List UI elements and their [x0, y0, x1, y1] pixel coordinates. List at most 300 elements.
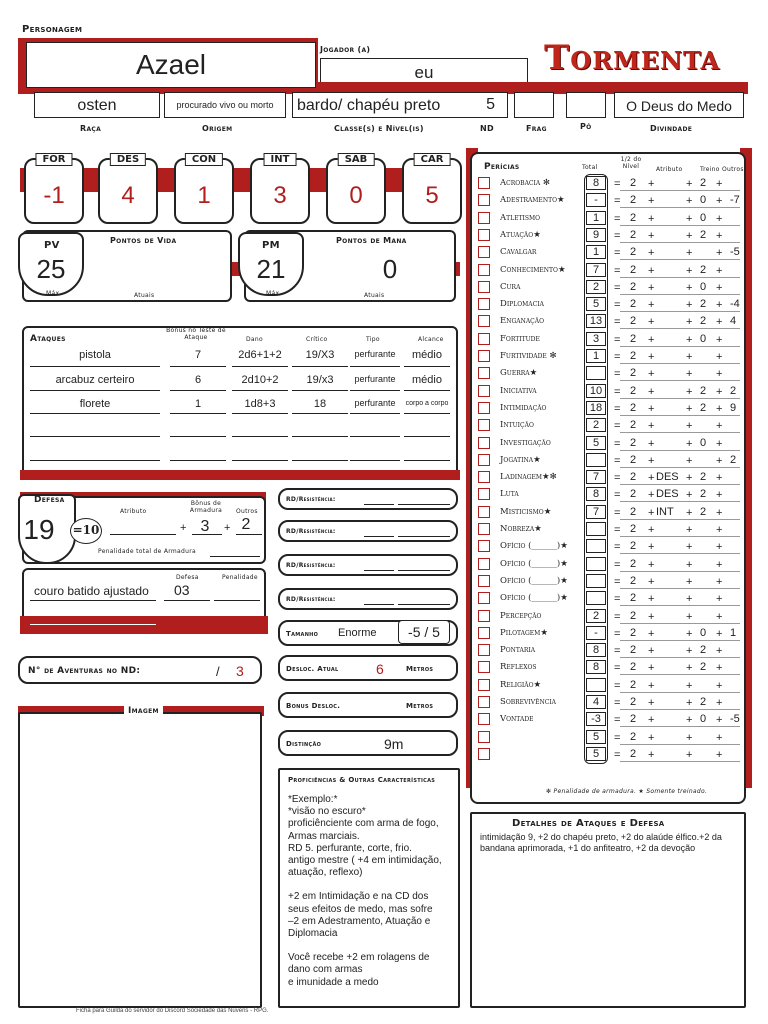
- skill-underline: [620, 311, 740, 312]
- plus-sign: +: [716, 264, 723, 277]
- attribute-sab[interactable]: SAB 0: [326, 158, 386, 224]
- plus-sign: +: [686, 178, 693, 190]
- skill-name: Guerra★: [500, 368, 538, 379]
- skill-total: [586, 539, 606, 553]
- plus-sign: +: [716, 368, 723, 381]
- skill-half-level: 2: [630, 523, 637, 535]
- skill-total: 5: [586, 747, 606, 761]
- skill-half-level: 2: [630, 730, 637, 743]
- skill-trained-checkbox[interactable]: [478, 627, 490, 639]
- plus-sign: +: [686, 679, 693, 692]
- plus-sign: +: [648, 714, 655, 727]
- equals-sign: =: [614, 368, 621, 381]
- skill-total: [586, 366, 606, 380]
- skill-total: -: [586, 626, 606, 640]
- skill-half-level: 2: [630, 626, 637, 639]
- skill-total: -: [586, 193, 606, 207]
- character-sheet: Personagem Azael Jogador (a) eu Tormenta osten procurado vivo ou morto bardo/ chapéu preto 5 O Deus do Medo Raça Origem Classe(s) e Nível(is) ND Frag Pó Divindade FOR -1 DES 4 CON 1 INT 3 SAB 0 CAR 5 PV 25 Máx. Pontos de Vida Atuais PM 21 Máx. Pontos de Mana 0 Atuais Ataques Bônus no Teste de Ataque Dano Crítico Tipo Alcance pistola 7 2d6+1+2 19/X3 perfurante médio arcabuz certeiro 6 2d10+2 19/x3 perfurante médio florete 1 1d8+3 18 perfurante corpo a corpo Defesa 19 =10 Atributo Bônus de Armadura Outros + 3 + 2 Penalidade total de Armadura couro batido ajustado Defesa Penalidade 03 RD/Resistência: RD/Resistência: RD/Resistência: RD/Resistência: Tamanho Enorme -5 / 5 N° de Aventuras no ND: / 3 Desloc. Atual 6 Metros Bonus Desloc. Metros Distinção 9m Imagem Proficiências & Outras Características *Exemplo:* *visão no escuro* proficiênciente com arma de fogo, Armas marciais. RD 5. perfurante, corte, frio. antigo mestre ( +4 em intimidação, atuação, reflexo) +2 em Intimidação e na CD dos seus efeitos de medo, mas sofre –2 em Adestramento, Atuação e Diplomacia Você recebe +2 em rolagens de dano com armas e imunidade a medo Perícias Total 1/2 do Nível Atributo Treino Outros Acrobacia ✻ 8 = 2 + + 2 + Adestramento★ - = 2 + + 0 + -7 Atletismo 1 = 2 + + 0 + Atuação★ 9 = 2 + + 2 + Cavalgar 1 = 2 + + + -5 Conhecimento★ 7 = 2 + + 2 + Cura 2 = 2 + + 0 + Diplomacia 5 = 2 + + 2 + -4 Enganação 13 = 2 + + 2 + 4 Fortitude 3 = 2 + + 0 + Furtividade ✻ 1 = 2 + + + Guerra★ = 2 + + + Iniciativa 10 = 2 + + 2 + 2 Intimidação 18 = 2 + + 2 + 9 Intuição 2 = 2 + + + Investigação 5 = 2 + + 0 + Jogatina★ = 2 + + + 2 Ladinagem★✻ 7 = 2 + DES + 2 + Luta 8 = 2 + DES + 2 + Misticismo★ 7 = 2 + INT + 2 + Nobreza★ = 2 + + + Ofício (______)★ = 2 + + + Ofício (______)★ = 2 + + + Ofício (______)★ = 2 + + + Ofício (______)★ = 2 + + + Percepção 2 = 2 + + + Pilotagem★ - = 2 + + 0 + 1 Pontaria 8 = 2 + + 2 + Reflexos 8 = 2 + + 2 + Religião★ = 2 + + + Sobrevivência 4 = 2 + + 2 + Vontade -3 = 2 + + 0 + -5 5 = 2 + + + 5 = 2 + + + ✻ Penalidade de armadura. ★ Somente treinado. Detalhes de Ataques e Defesa intimidação 9, +2 do chapéu preto, +2 do alaúde élfico.+2 da bandana aprimorada, +1 do anfiteatro, +2 da devoção Ficha para Guilda do servidor do Discord Sociedade das Nuvens - RPG.: [0, 0, 768, 1024]
- pm-shield[interactable]: PM 21 Máx.: [238, 232, 304, 296]
- attribute-car[interactable]: CAR 5: [402, 158, 462, 224]
- plus-sign: +: [716, 229, 723, 242]
- skill-total: 1: [586, 211, 606, 225]
- plus-sign: +: [648, 558, 655, 571]
- plus-sign: +: [686, 264, 693, 277]
- size-value: Enorme: [338, 627, 377, 639]
- distinction-field[interactable]: Distinção 9m: [278, 730, 458, 756]
- equals-sign: =: [614, 351, 621, 363]
- skill-half-level: 2: [630, 298, 637, 311]
- skill-trained-checkbox[interactable]: [478, 506, 490, 518]
- skill-total: 7: [586, 470, 606, 484]
- resistance-field[interactable]: RD/Resistência:: [278, 520, 458, 542]
- equals-sign: =: [614, 524, 621, 536]
- equals-sign: =: [614, 541, 621, 554]
- skill-total: 10: [586, 384, 606, 398]
- skill-trained-checkbox[interactable]: [478, 212, 490, 224]
- plus-sign: +: [686, 316, 693, 329]
- skill-training: 2: [700, 644, 707, 657]
- proficiency-line: +2 em Intimidação e na CD dos: [288, 891, 429, 903]
- plus-sign: +: [648, 333, 655, 346]
- plus-sign: +: [648, 420, 655, 433]
- jogador-label: Jogador (a): [320, 45, 371, 54]
- plus-sign: +: [686, 402, 693, 415]
- attribute-for[interactable]: FOR -1: [24, 158, 84, 224]
- skill-training: 2: [700, 177, 707, 189]
- skill-half-level: 2: [630, 280, 637, 293]
- skill-trained-checkbox[interactable]: [478, 610, 490, 622]
- origin-field[interactable]: [164, 92, 286, 118]
- skill-name: Ladinagem★✻: [500, 472, 557, 483]
- attribute-int[interactable]: INT 3: [250, 158, 310, 224]
- skill-total: [586, 574, 606, 588]
- frag-field[interactable]: [514, 92, 554, 118]
- skill-half-level: 2: [630, 557, 637, 570]
- proficiencies-panel[interactable]: Proficiências & Outras Características *Exemplo:* *visão no escuro* proficiênciente com arma de fogo, Armas marciais. RD 5. perfurante, corte, frio. antigo mestre ( +4 em intimidação, atuação, reflexo) +2 em Intimidação e na CD dos seus efeitos de medo, mas sofre –2 em Adestramento, Atuação e Diplomacia Você recebe +2 em rolagens de dano com armas e imunidade a medo: [278, 768, 460, 1008]
- skill-trained-checkbox[interactable]: [478, 488, 490, 500]
- nd-label: ND: [480, 124, 494, 133]
- skill-training: 0: [700, 280, 707, 293]
- skill-others: -5: [730, 713, 740, 726]
- skill-name: Sobrevivência: [500, 697, 557, 707]
- skill-total: -3: [586, 712, 606, 726]
- skill-total: [586, 591, 606, 605]
- plus-sign: +: [686, 212, 693, 225]
- skill-trained-checkbox[interactable]: [478, 281, 490, 293]
- skill-total: 7: [586, 263, 606, 277]
- skill-underline: [620, 692, 740, 693]
- origin-label: Origem: [202, 124, 233, 133]
- armor-name[interactable]: couro batido ajustado: [34, 584, 149, 598]
- plus-sign: +: [716, 212, 723, 225]
- skill-trained-checkbox[interactable]: [478, 661, 490, 673]
- skill-name: Reflexos: [500, 662, 537, 673]
- skill-underline: [620, 363, 740, 364]
- plus-sign: +: [716, 731, 723, 744]
- skill-underline: [620, 571, 740, 572]
- skill-name: Ofício (______)★: [500, 558, 568, 569]
- skill-underline: [620, 657, 740, 658]
- skill-others: -7: [730, 194, 740, 207]
- proficiency-line: e imunidade a medo: [288, 976, 379, 988]
- skill-name: Ofício (______)★: [500, 575, 568, 586]
- skill-half-level: 2: [630, 384, 637, 397]
- skill-half-level: 2: [630, 453, 637, 466]
- resistance-field[interactable]: RD/Resistência:: [278, 588, 458, 610]
- plus-sign: +: [648, 524, 655, 536]
- plus-sign: +: [648, 368, 655, 381]
- details-title: Detalhes de Ataques e Defesa: [512, 818, 665, 829]
- equals-sign: =: [614, 697, 621, 709]
- skill-half-level: 2: [630, 315, 637, 328]
- skill-underline: [620, 190, 740, 191]
- plus-sign: +: [648, 178, 655, 190]
- character-name-field[interactable]: [26, 42, 316, 88]
- skill-name: Conhecimento★: [500, 264, 566, 275]
- plus-sign: +: [716, 541, 723, 554]
- armor-bonus-value[interactable]: 3: [200, 518, 210, 535]
- skill-total: 9: [586, 228, 606, 242]
- pv-title: Pontos de Vida: [110, 236, 177, 245]
- race-field[interactable]: [34, 92, 160, 118]
- others-value[interactable]: 2: [241, 516, 251, 533]
- skill-half-level: 2: [630, 661, 637, 674]
- equals-sign: =: [614, 472, 621, 485]
- skill-trained-checkbox[interactable]: [478, 177, 490, 189]
- plus-sign: +: [716, 385, 723, 398]
- plus-sign: +: [686, 368, 693, 381]
- equals-sign: =: [614, 714, 621, 727]
- character-name: Azael: [135, 49, 207, 80]
- frag-label: Frag: [526, 124, 547, 133]
- skill-underline: [620, 519, 740, 520]
- skill-half-level: 2: [630, 211, 637, 224]
- plus-sign: +: [716, 472, 723, 485]
- plus-sign: +: [686, 541, 693, 554]
- skill-training: 2: [700, 315, 707, 328]
- plus-sign: +: [686, 454, 693, 467]
- resistance-field[interactable]: RD/Resistência:: [278, 554, 458, 576]
- plus-sign: +: [686, 420, 693, 433]
- equals-sign: =: [614, 610, 621, 623]
- proficiency-line: Diplomacia: [288, 928, 338, 940]
- skill-trained-checkbox[interactable]: [478, 229, 490, 241]
- size-mod[interactable]: -5 / 5: [398, 620, 450, 644]
- po-label: Pó: [580, 122, 592, 131]
- plus-sign: +: [716, 627, 723, 640]
- image-label: Imagem: [124, 706, 163, 716]
- adventures-field[interactable]: N° de Aventuras no ND: / 3: [18, 656, 262, 684]
- skill-trained-checkbox[interactable]: [478, 731, 490, 743]
- skill-attribute: DES: [656, 488, 679, 501]
- plus-sign: +: [686, 281, 693, 294]
- skill-trained-checkbox[interactable]: [478, 298, 490, 310]
- bonus-movement-field[interactable]: Bonus Desloc. Metros: [278, 692, 458, 718]
- movement-value: 6: [376, 661, 384, 677]
- skill-training: 2: [700, 384, 707, 397]
- skill-total: 3: [586, 332, 606, 346]
- attribute-con[interactable]: CON 1: [174, 158, 234, 224]
- resistance-field[interactable]: RD/Resistência:: [278, 488, 458, 510]
- plus-sign: +: [716, 593, 723, 606]
- plus-sign: +: [648, 593, 655, 606]
- skill-attribute: DES: [656, 471, 679, 484]
- size-field[interactable]: Tamanho Enorme: [278, 620, 458, 646]
- proficiency-line: –2 em Adestramento, Atuação e: [288, 915, 431, 927]
- skill-training: 0: [700, 332, 707, 345]
- skill-total: [586, 678, 606, 692]
- pv-max-value: 25: [36, 254, 66, 284]
- skill-half-level: 2: [630, 713, 637, 726]
- skill-name: Adestramento★: [500, 195, 565, 206]
- skill-total: [586, 522, 606, 536]
- image-frame[interactable]: [18, 706, 262, 1008]
- skill-half-level: 2: [630, 592, 637, 605]
- skill-trained-checkbox[interactable]: [478, 713, 490, 725]
- proficiency-line: [288, 879, 456, 891]
- skill-half-level: 2: [630, 574, 637, 587]
- plus-sign: +: [716, 524, 723, 536]
- pm-current-value[interactable]: 0: [382, 254, 398, 284]
- plus-sign: +: [648, 489, 655, 502]
- skill-name: Intimidação: [500, 402, 547, 413]
- skill-underline: [620, 277, 740, 278]
- plus-sign: +: [648, 662, 655, 675]
- skill-underline: [620, 674, 740, 675]
- equals-sign: =: [614, 333, 621, 346]
- proficiencies-text: [288, 794, 456, 989]
- proficiency-line: antigo mestre ( +4 em intimidação,: [288, 855, 442, 867]
- skill-trained-checkbox[interactable]: [478, 558, 490, 570]
- equals-sign: =: [614, 575, 621, 588]
- skill-others: 2: [730, 384, 737, 397]
- race-label: Raça: [80, 124, 102, 133]
- skill-trained-checkbox[interactable]: [478, 592, 490, 604]
- plus-sign: +: [648, 437, 655, 450]
- proficiency-line: Armas marciais.: [288, 830, 360, 842]
- plus-sign: +: [716, 316, 723, 329]
- skill-trained-checkbox[interactable]: [478, 644, 490, 656]
- armor-def-value[interactable]: 03: [174, 582, 190, 598]
- skill-name: Percepção: [500, 610, 542, 621]
- equals-sign: =: [614, 506, 621, 519]
- skill-trained-checkbox[interactable]: [478, 748, 490, 760]
- proficiency-line: Você recebe +2 em rolagens de: [288, 952, 430, 964]
- plus-sign: +: [648, 299, 655, 312]
- plus-sign: +: [686, 333, 693, 346]
- skill-training: 2: [700, 263, 707, 276]
- skill-trained-checkbox[interactable]: [478, 246, 490, 258]
- pm-title: Pontos de Mana: [336, 236, 407, 245]
- skill-others: 2: [730, 453, 737, 466]
- skill-underline: [620, 398, 740, 399]
- po-field[interactable]: [566, 92, 606, 118]
- skill-name: Religião★: [500, 679, 542, 690]
- pv-shield[interactable]: PV 25 Máx.: [18, 232, 84, 296]
- plus-sign: +: [716, 662, 723, 675]
- skill-name: Iniciativa: [500, 385, 537, 396]
- skill-half-level: 2: [630, 419, 637, 432]
- skill-name: Jogatina★: [500, 454, 541, 465]
- skill-half-level: 2: [630, 177, 637, 189]
- plus-sign: +: [686, 437, 693, 450]
- divinity-field[interactable]: [614, 92, 744, 118]
- skill-name: Fortitude: [500, 333, 540, 344]
- skill-trained-checkbox[interactable]: [478, 315, 490, 327]
- adventures-max: 3: [236, 663, 244, 679]
- skill-training: 2: [700, 471, 707, 484]
- plus-sign: +: [716, 420, 723, 433]
- skill-underline: [620, 346, 740, 347]
- skill-trained-checkbox[interactable]: [478, 454, 490, 466]
- equals-sign: =: [614, 645, 621, 658]
- equals-sign: =: [614, 593, 621, 606]
- plus-sign: +: [686, 247, 693, 260]
- skill-underline: [620, 450, 740, 451]
- plus-sign: +: [716, 333, 723, 346]
- skill-training: 0: [700, 626, 707, 639]
- proficiency-line: seus efeitos de medo, mas sofre: [288, 903, 433, 915]
- skill-training: 2: [700, 401, 707, 414]
- defense-value: 19: [23, 514, 55, 545]
- skill-trained-checkbox[interactable]: [478, 402, 490, 414]
- plus-sign: +: [686, 575, 693, 588]
- equals-sign: =: [614, 731, 621, 744]
- skill-trained-checkbox[interactable]: [478, 419, 490, 431]
- plus-sign: +: [716, 402, 723, 415]
- skill-trained-checkbox[interactable]: [478, 333, 490, 345]
- plus-sign: +: [686, 195, 693, 208]
- nd-value: 5: [486, 96, 495, 113]
- skill-total: 5: [586, 730, 606, 744]
- skill-trained-checkbox[interactable]: [478, 437, 490, 449]
- defense-shield[interactable]: Defesa 19: [18, 494, 76, 564]
- divinity-value: O Deus do Medo: [626, 98, 732, 114]
- proficiency-line: dano com armas: [288, 964, 363, 976]
- skill-underline: [620, 744, 740, 745]
- plus-sign: +: [716, 281, 723, 294]
- plus-sign: +: [686, 697, 693, 709]
- equals-sign: =: [614, 281, 621, 294]
- skill-name: Misticismo★: [500, 506, 552, 517]
- skill-training: 0: [700, 211, 707, 224]
- skill-half-level: 2: [630, 350, 637, 362]
- skill-underline: [620, 328, 740, 329]
- skill-trained-checkbox[interactable]: [478, 471, 490, 483]
- skill-trained-checkbox[interactable]: [478, 696, 490, 708]
- skill-others: -5: [730, 246, 740, 259]
- skill-half-level: 2: [630, 401, 637, 414]
- skill-underline: [620, 536, 740, 537]
- skill-underline: [620, 242, 740, 243]
- skill-trained-checkbox[interactable]: [478, 367, 490, 379]
- plus-sign: +: [648, 645, 655, 658]
- race-value: osten: [77, 97, 117, 114]
- skill-total: 18: [586, 401, 606, 415]
- skill-half-level: 2: [630, 471, 637, 484]
- plus-sign: +: [648, 281, 655, 294]
- skill-trained-checkbox[interactable]: [478, 385, 490, 397]
- skills-title: Perícias: [484, 162, 520, 172]
- skill-trained-checkbox[interactable]: [478, 194, 490, 206]
- skill-half-level: 2: [630, 747, 637, 760]
- skill-half-level: 2: [630, 505, 637, 518]
- skill-half-level: 2: [630, 332, 637, 345]
- plus-sign: +: [716, 679, 723, 692]
- skill-trained-checkbox[interactable]: [478, 523, 490, 535]
- class-field[interactable]: [292, 92, 508, 118]
- proficiency-line: [288, 940, 456, 952]
- skill-total: 4: [586, 695, 606, 709]
- equals-sign: =: [614, 316, 621, 329]
- plus-sign: +: [716, 714, 723, 727]
- equals-sign: =: [614, 454, 621, 467]
- skill-trained-checkbox[interactable]: [478, 540, 490, 552]
- plus-sign: +: [716, 558, 723, 571]
- skill-training: 2: [700, 661, 707, 674]
- skill-total: 13: [586, 314, 606, 328]
- attribute-des[interactable]: DES 4: [98, 158, 158, 224]
- plus-sign: +: [686, 645, 693, 658]
- plus-sign: +: [686, 524, 693, 536]
- skill-underline: [620, 761, 740, 762]
- plus-sign: +: [716, 299, 723, 312]
- skill-trained-checkbox[interactable]: [478, 575, 490, 587]
- plus-sign: +: [716, 506, 723, 519]
- equals-sign: =: [614, 748, 621, 761]
- movement-field[interactable]: Desloc. Atual 6 Metros: [278, 655, 458, 681]
- proficiency-line: RD 5. perfurante, corte, frio.: [288, 842, 412, 854]
- skill-underline: [620, 294, 740, 295]
- plus-sign: +: [716, 247, 723, 260]
- skill-underline: [620, 467, 740, 468]
- skill-training: 0: [700, 194, 707, 207]
- plus-sign: +: [648, 195, 655, 208]
- skill-half-level: 2: [630, 644, 637, 657]
- skill-trained-checkbox[interactable]: [478, 679, 490, 691]
- skill-total: 1: [586, 245, 606, 259]
- equals-sign: =: [614, 247, 621, 260]
- tormenta-logo: Tormenta: [544, 38, 721, 78]
- proficiency-line: proficiênciente com arma de fogo,: [288, 818, 439, 830]
- plus-sign: +: [648, 264, 655, 277]
- skill-training: 2: [700, 505, 707, 518]
- plus-sign: +: [648, 402, 655, 415]
- skill-others: -4: [730, 298, 740, 311]
- skill-training: 0: [700, 436, 707, 449]
- skill-underline: [620, 259, 740, 260]
- plus-sign: +: [648, 748, 655, 761]
- skill-half-level: 2: [630, 228, 637, 241]
- details-panel[interactable]: [470, 812, 746, 1008]
- plus-sign: +: [648, 247, 655, 260]
- skill-trained-checkbox[interactable]: [478, 350, 490, 362]
- skill-total: 1: [586, 349, 606, 363]
- skill-underline: [620, 207, 740, 208]
- personagem-label: Personagem: [22, 24, 83, 35]
- skill-total: [586, 453, 606, 467]
- skill-name: Ofício (______)★: [500, 541, 568, 552]
- equals-sign: =: [614, 264, 621, 277]
- attacks-title: Ataques: [30, 334, 66, 344]
- skill-trained-checkbox[interactable]: [478, 264, 490, 276]
- skill-half-level: 2: [630, 609, 637, 622]
- plus-sign: +: [716, 748, 723, 761]
- skill-name: Diplomacia: [500, 299, 544, 310]
- skill-half-level: 2: [630, 696, 637, 708]
- skill-half-level: 2: [630, 678, 637, 691]
- skills-footnote: ✻ Penalidade de armadura. ★ Somente treinado.: [546, 788, 708, 795]
